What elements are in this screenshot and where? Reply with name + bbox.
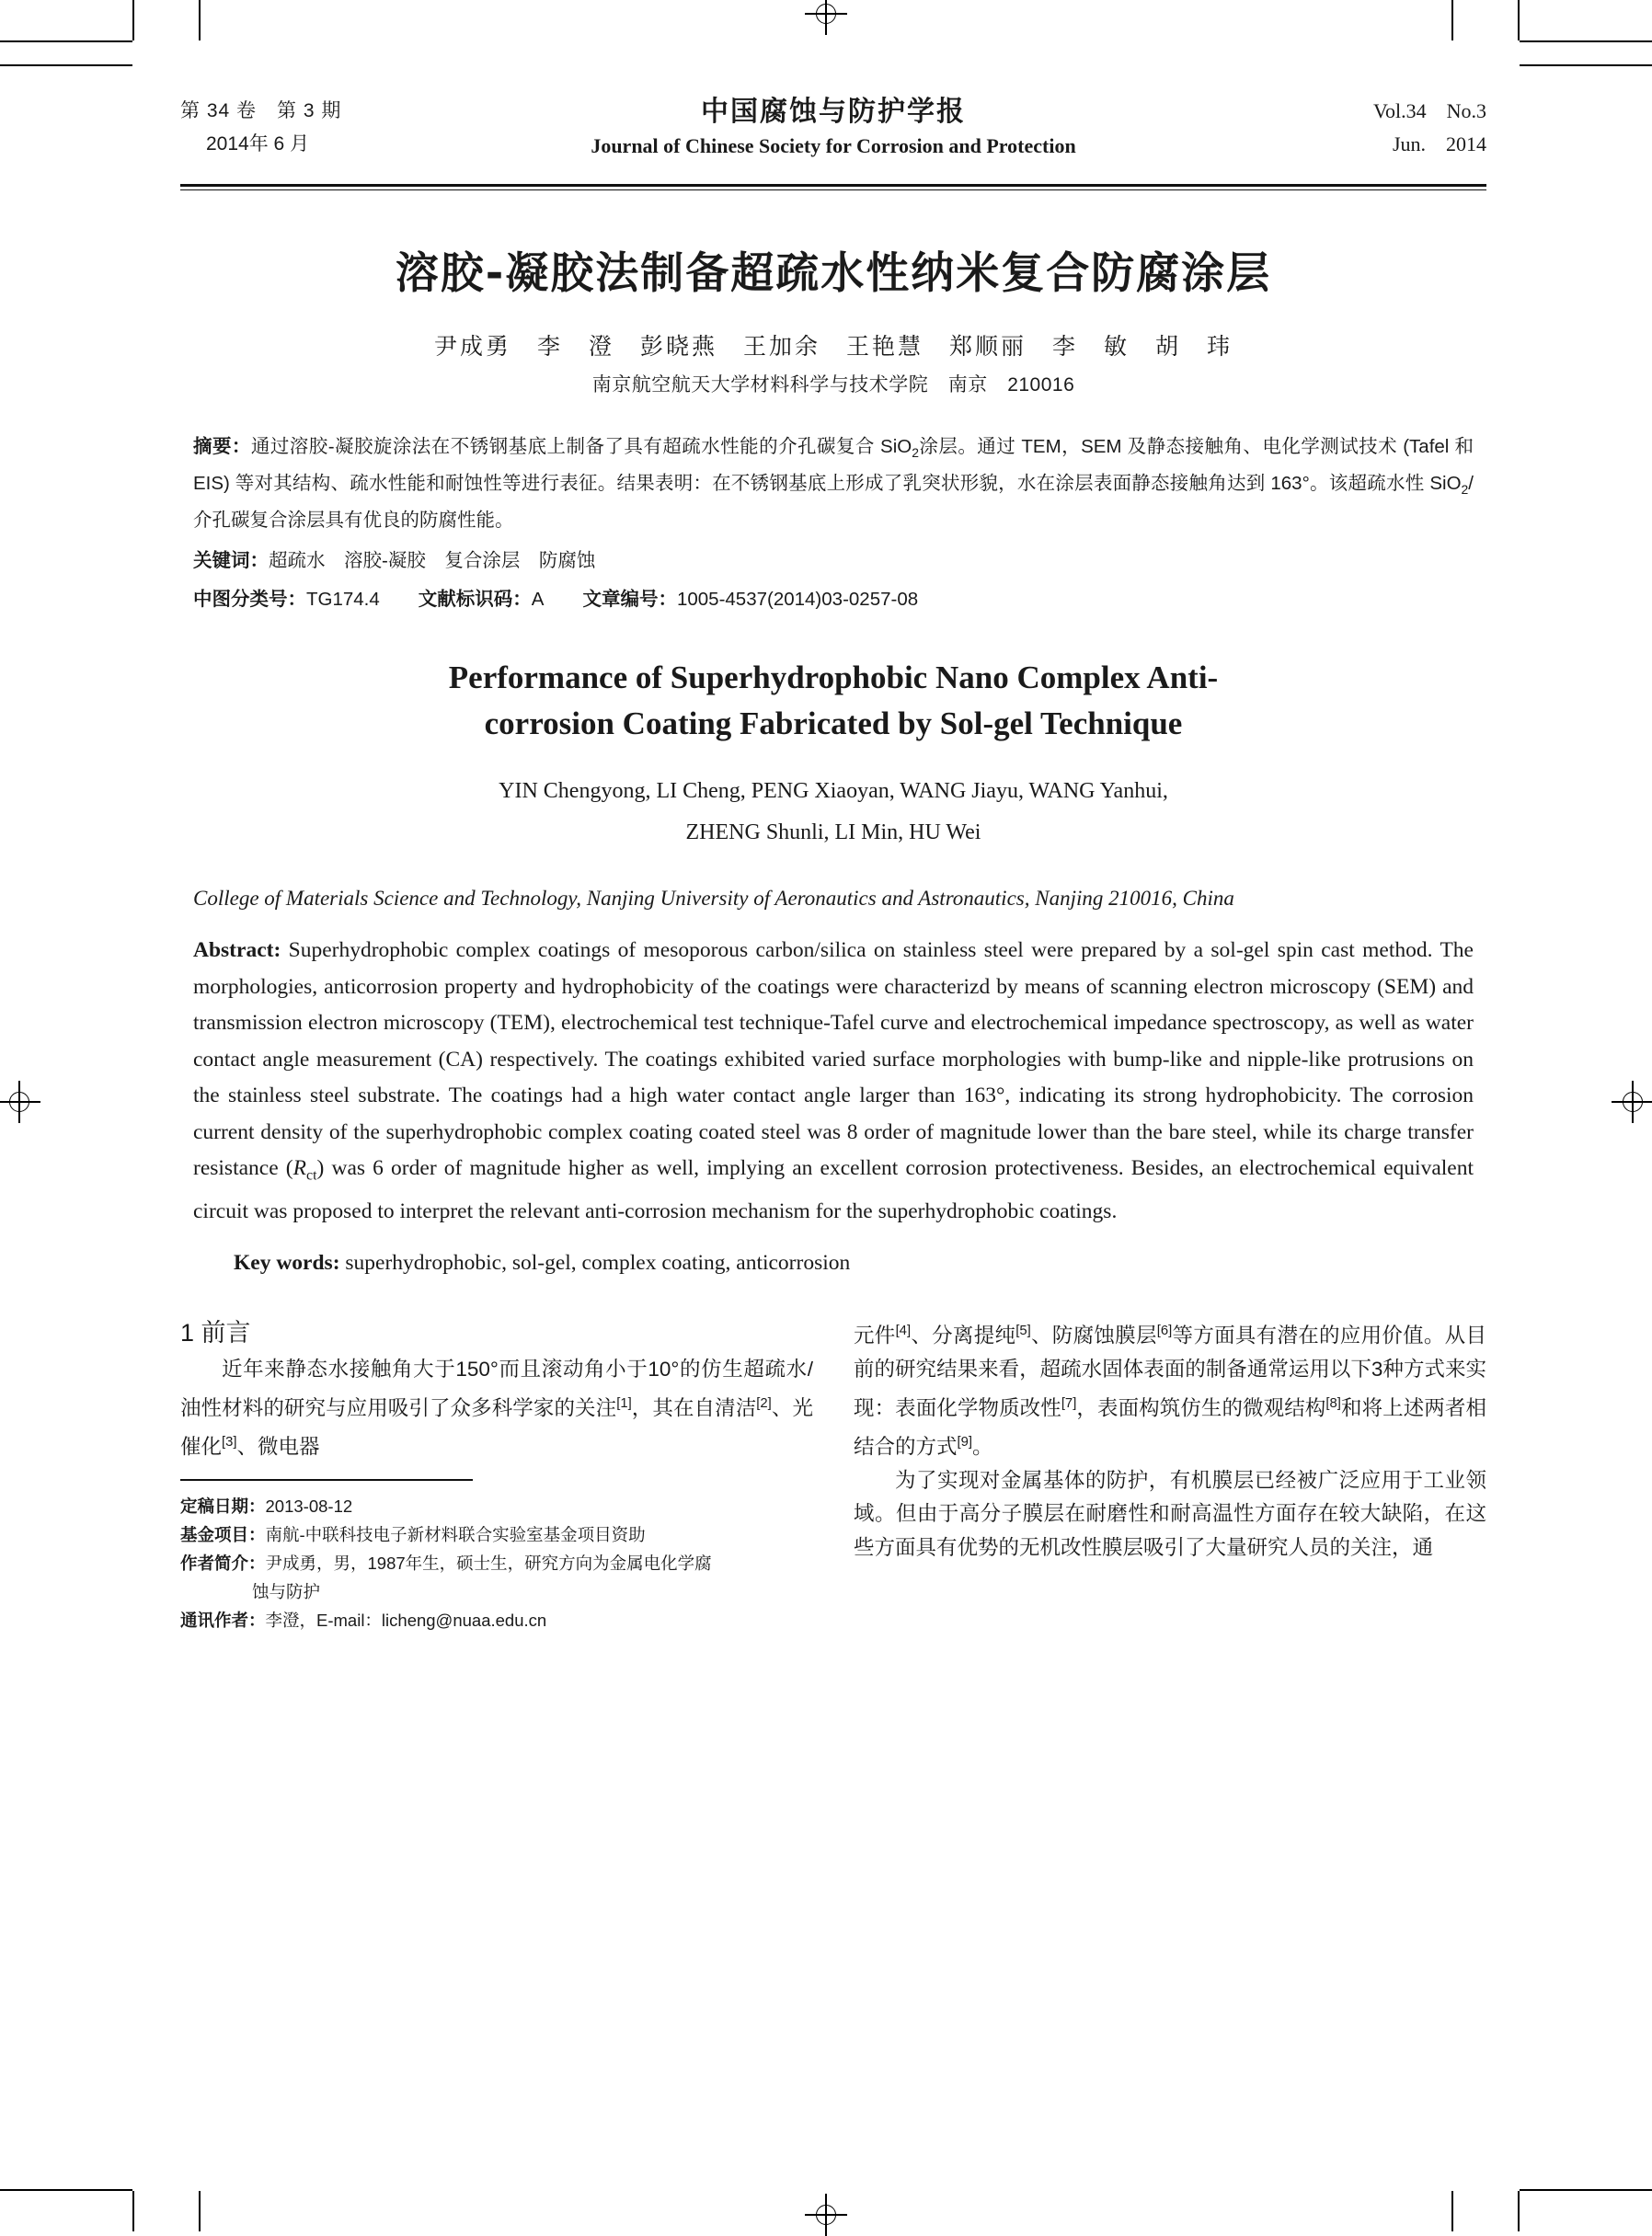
keywords-en xyxy=(180,1245,1486,1282)
abstract-text-en-2: ) was 6 order of magnitude higher as well, implying an excellent corrosion protectiveness. Besides, an electrochemical equivalent circuit was proposed to interpret the relevant anti-corrosion mechanism for the superhydrophobic coatings. xyxy=(193,1156,1474,1224)
body-right-p1-b: 、分离提纯 xyxy=(911,1324,1016,1347)
paragraph xyxy=(854,1314,1486,1464)
footnote-fund-value: 南航-中联科技电子新材料联合实验室基金项目资助 xyxy=(265,1524,646,1544)
issue-date-en: Jun. 2014 xyxy=(1392,132,1486,155)
footnote-author-bio xyxy=(180,1549,813,1577)
paragraph: 为了实现对金属基体的防护，有机膜层已经被广泛应用于工业领域。但由于高分子膜层在耐磨性和耐高温性方面存在较大缺陷，在这些方面具有优势的无机改性膜层吸引了大量研究人员的关注，通 xyxy=(854,1468,1486,1559)
abstract-cn xyxy=(193,431,1474,535)
abstract-label-en: Abstract: xyxy=(193,938,281,963)
article-number-segment xyxy=(582,589,918,610)
article-title-en-line2: corrosion Coating Fabricated by Sol-gel Technique xyxy=(484,705,1183,742)
body-columns xyxy=(180,1314,1486,1634)
keywords-label-cn: 关键词： xyxy=(193,550,269,572)
footnote-date-value: 2013-08-12 xyxy=(265,1496,353,1516)
body-right-p1-d: 等方面具有潜在的应用价值。从目前的研究结果来看，超疏水固体表面的制备通常运用以下3种方式来实现：表面化学物质改性 xyxy=(854,1324,1486,1420)
body-right-p1-c: 、防腐蚀膜层 xyxy=(1030,1324,1157,1347)
abstract-text-cn-3: /介孔碳复合涂层具有优良的防腐性能。 xyxy=(193,473,1474,532)
footnote-date-label: 定稿日期： xyxy=(180,1496,266,1516)
journal-title-cn: 中国腐蚀与防护学报 xyxy=(701,96,966,128)
doc-code-value: A xyxy=(531,589,545,611)
article-title-en xyxy=(180,655,1486,747)
article-number-value: 1005-4537(2014)03-0257-08 xyxy=(676,589,919,611)
body-text-left xyxy=(180,1353,813,1464)
abstract-sub-ct: ct xyxy=(305,1167,317,1184)
registration-target-right xyxy=(1612,1081,1652,1123)
abstract-sub-cn-2: 2 xyxy=(1461,482,1469,498)
citation-ref-7: [7] xyxy=(1061,1395,1077,1411)
masthead-center xyxy=(456,96,1210,164)
abstract-sub-cn-1: 2 xyxy=(912,445,919,461)
article-title-cn: 溶胶-凝胶法制备超疏水性纳米复合防腐涂层 xyxy=(395,248,1272,299)
abstract-text-en-1: Superhydrophobic complex coatings of mesoporous carbon/silica on stainless steel were prepared by a sol-gel spin cast method. The morphologies, anticorrosion property and hydrophobicity of the coatings were characterizd by means of scanning electron microscopy (SEM) and transmission electron microscopy (TEM), electrochemical test technique-Tafel curve and electrochemical impedance spectroscopy, as well as water contact angle measurement (CA) respectively. The coatings exhibited varied surface morphologies with bump-like and nipple-like protrusions on the stainless steel substrate. The coatings had a high water contact angle larger than 163°, indicating its strong hydrophobicity. The corrosion current density of the superhydrophobic complex coating coated steel was 8 order of magnitude lower than the bare steel, while its charge transfer resistance ( xyxy=(193,938,1474,1181)
keywords-label-en: Key words: xyxy=(234,1250,340,1275)
body-right-p1-f: 和将上述两者相结合的方式 xyxy=(854,1396,1486,1459)
crop-mark-bottom-right xyxy=(1450,2029,1652,2231)
abstract-label-cn: 摘要： xyxy=(193,436,251,457)
clc-value: TG174.4 xyxy=(306,589,380,611)
citation-ref-2: [2] xyxy=(756,1395,772,1411)
citation-ref-1: [1] xyxy=(616,1395,632,1411)
section-heading-1: 1 前言 xyxy=(180,1319,251,1347)
registration-target-bottom xyxy=(805,2194,847,2236)
body-right-p1-e: ，表面构筑仿生的微观结构 xyxy=(1076,1396,1326,1420)
masthead xyxy=(180,96,1486,180)
masthead-left xyxy=(180,96,456,162)
clc-label: 中图分类号： xyxy=(193,589,306,611)
keywords-text-en: superhydrophobic, sol-gel, complex coating, anticorrosion xyxy=(339,1250,851,1275)
body-left-p1-a: 近年来静态水接触角大于150°而且滚动角小于10°的仿生超疏水/油性材料的研究与应用吸引了众多科学家的关注 xyxy=(180,1358,813,1420)
page-content xyxy=(180,96,1486,1634)
volume-issue-cn: 第 34 卷 第 3 期 xyxy=(180,100,342,121)
crop-mark-bottom-left xyxy=(0,2029,202,2231)
abstract-block-cn xyxy=(180,431,1486,614)
body-text-right xyxy=(854,1314,1486,1565)
keywords-cn xyxy=(193,545,1474,576)
affiliation-cn: 南京航空航天大学材料科学与技术学院 南京 210016 xyxy=(591,374,1075,396)
body-left-p1-d: 、微电器 xyxy=(236,1435,320,1459)
citation-ref-9: [9] xyxy=(957,1434,973,1450)
citation-ref-8: [8] xyxy=(1325,1395,1341,1411)
keywords-text-cn: 超疏水 溶胶-凝胶 复合涂层 防腐蚀 xyxy=(269,550,596,572)
body-right-p1-a: 元件 xyxy=(854,1324,896,1347)
article-number-label: 文章编号： xyxy=(582,589,677,611)
footnote-bio-value: 尹成勇，男，1987年生，硕士生，研究方向为金属电化学腐 xyxy=(265,1553,712,1573)
affiliation-en: College of Materials Science and Technology, Nanjing University of Aeronautics and Astronautics, Nanjing 210016, China xyxy=(193,887,1234,911)
body-left-p1-c: 、光催化 xyxy=(180,1396,813,1459)
footnote-block xyxy=(180,1479,813,1634)
column-right xyxy=(854,1314,1486,1634)
doc-code-label: 文献标识码： xyxy=(418,589,532,611)
author-list-en-line2: ZHENG Shunli, LI Min, HU Wei xyxy=(685,820,981,845)
footnote-received-date xyxy=(180,1492,813,1520)
registration-target-left xyxy=(0,1081,40,1123)
issue-date-cn: 2014年 6 月 xyxy=(206,133,310,155)
body-left-p1-b: ，其在自清洁 xyxy=(631,1396,757,1420)
citation-ref-6: [6] xyxy=(1156,1324,1173,1339)
column-left xyxy=(180,1314,813,1634)
crop-mark-top-left xyxy=(0,0,202,202)
paragraph xyxy=(180,1353,813,1464)
article-title-en-line1: Performance of Superhydrophobic Nano Complex Anti- xyxy=(448,659,1219,696)
doc-code-segment xyxy=(419,589,545,610)
citation-ref-5: [5] xyxy=(1015,1324,1031,1339)
abstract-en xyxy=(180,933,1486,1231)
author-list-cn: 尹成勇 李 澄 彭晓燕 王加余 王艳慧 郑顺丽 李 敏 胡 玮 xyxy=(433,334,1233,360)
body-right-p1-g: 。 xyxy=(972,1435,993,1459)
author-list-en-line1: YIN Chengyong, LI Cheng, PENG Xiaoyan, WANG Jiayu, WANG Yanhui, xyxy=(499,779,1168,804)
citation-ref-3: [3] xyxy=(222,1434,237,1450)
abstract-italic-R: R xyxy=(293,1156,306,1181)
footnote-author-bio-cont: 蚀与防护 xyxy=(252,1581,321,1601)
author-list-en xyxy=(180,771,1486,854)
clc-segment xyxy=(193,589,380,610)
masthead-right xyxy=(1229,96,1486,162)
abstract-text-cn-2: 涂层。通过 TEM，SEM 及静态接触角、电化学测试技术 (Tafel 和 EIS) 等对其结构、疏水性能和耐蚀性等进行表征。结果表明：在不锈钢基底上形成了乳突状形貌，水在涂层表面静态接触角达到 163°。该超疏水性 SiO xyxy=(193,436,1474,495)
abstract-text-cn-1: 通过溶胶-凝胶旋涂法在不锈钢基底上制备了具有超疏水性能的介孔碳复合 SiO xyxy=(250,436,912,457)
footnote-corresponding-author xyxy=(180,1606,813,1634)
footnote-bio-label: 作者简介： xyxy=(180,1553,266,1573)
citation-ref-4: [4] xyxy=(895,1324,912,1339)
volume-issue-en: Vol.34 No.3 xyxy=(1372,99,1486,122)
footnote-fund-label: 基金项目： xyxy=(180,1524,266,1544)
footnote-corr-value: 李澄，E-mail：licheng@nuaa.edu.cn xyxy=(265,1610,547,1630)
footnote-corr-label: 通讯作者： xyxy=(180,1610,266,1630)
masthead-divider xyxy=(180,184,1486,190)
classification-cn xyxy=(193,584,1474,614)
registration-target-top xyxy=(805,0,847,35)
journal-title-en: Journal of Chinese Society for Corrosion and Protection xyxy=(591,134,1076,157)
footnote-funding xyxy=(180,1520,813,1549)
